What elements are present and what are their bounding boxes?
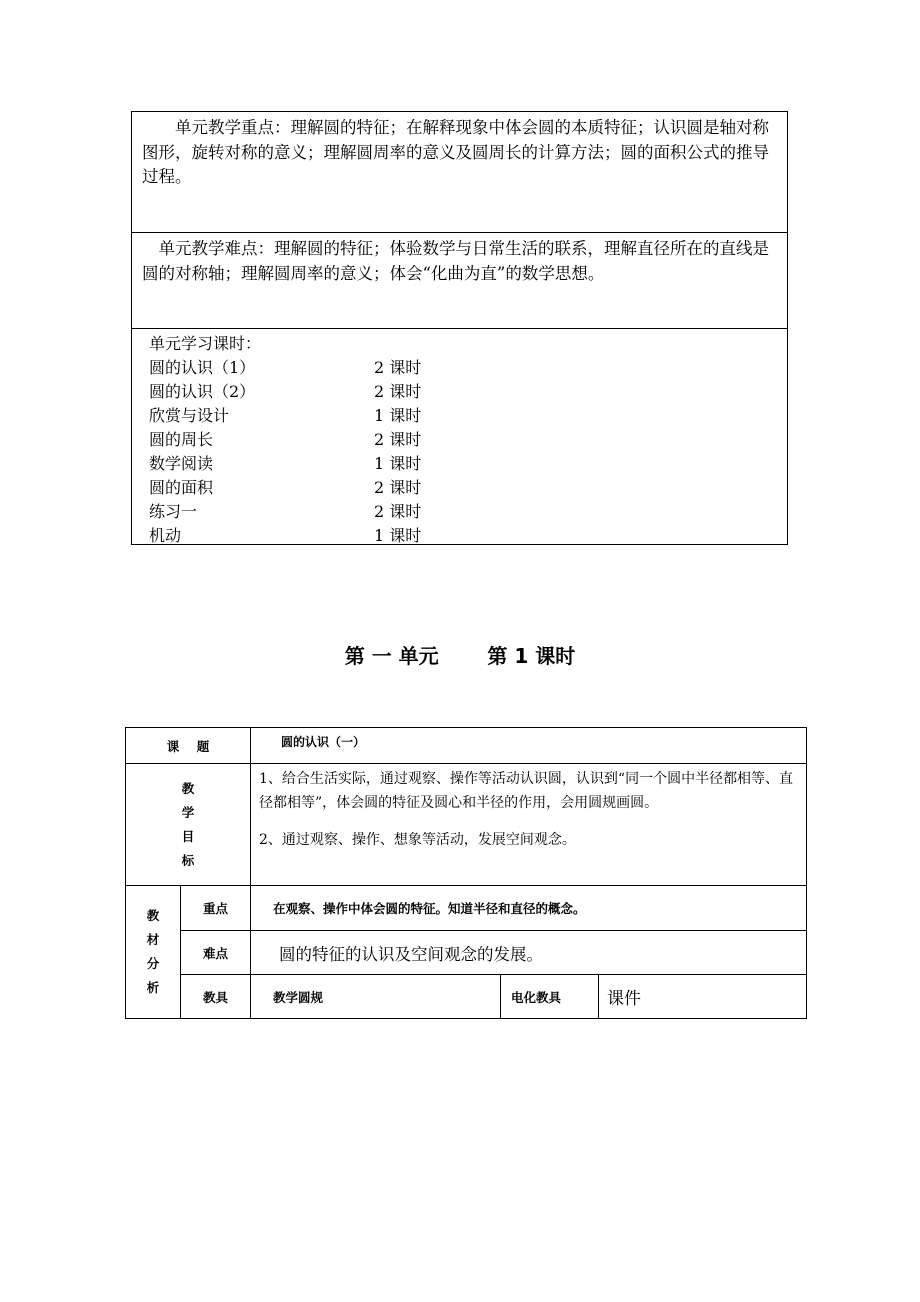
lesson-heading: 第 一 单元 第 1 课时 bbox=[344, 644, 576, 668]
analysis-label-char: 材 bbox=[146, 932, 160, 947]
topic-value: 圆的认识（一） bbox=[250, 727, 807, 764]
goal-1: 1、给合生活实际，通过观察、操作等活动认识圆，认识到“同一个圆中半径都相等、直径都相等”，体会圆的特征及圆心和半径的作用，会用圆规画圆。 bbox=[259, 771, 794, 811]
hours-row bbox=[149, 356, 779, 380]
hours-row bbox=[149, 476, 779, 500]
media-tools-label: 电化教具 bbox=[500, 974, 599, 1019]
hours-row bbox=[149, 380, 779, 404]
hours-list bbox=[149, 356, 779, 548]
goals-cell bbox=[250, 763, 807, 886]
lesson-name: 圆的周长 bbox=[149, 430, 214, 449]
goal-2: 2、通过观察、操作、想象等活动，发展空间观念。 bbox=[259, 832, 576, 848]
unit-key-points: 单元教学重点：理解圆的特征；在解释现象中体会圆的本质特征；认识圆是轴对称图形，旋转对称的意义；理解圆周率的意义及圆周长的计算方法；圆的面积公式的推导过程。 bbox=[142, 118, 769, 186]
hours-row bbox=[149, 428, 779, 452]
lesson-name: 圆的认识（1） bbox=[149, 358, 256, 377]
lesson-hours: 2 课时 bbox=[374, 502, 422, 521]
unit-key-points-section bbox=[132, 112, 787, 233]
goals-label-char: 标 bbox=[181, 852, 195, 868]
hours-row bbox=[149, 500, 779, 524]
goals-label bbox=[125, 763, 251, 886]
hours-row bbox=[149, 404, 779, 428]
lesson-name: 欣赏与设计 bbox=[149, 406, 230, 425]
unit-hours-title: 单元学习课时： bbox=[149, 334, 262, 353]
unit-hours-section bbox=[132, 329, 787, 544]
hours-row bbox=[149, 452, 779, 476]
goals-label-char: 目 bbox=[181, 828, 195, 844]
hours-row bbox=[149, 524, 779, 548]
lesson-hours: 1 课时 bbox=[374, 526, 422, 545]
lesson-hours: 1 课时 bbox=[374, 406, 422, 425]
tools-label: 教具 bbox=[180, 974, 251, 1019]
unit-difficult-points: 单元教学难点：理解圆的特征；体验数学与日常生活的联系，理解直径所在的直线是圆的对称轴；理解圆周率的意义；体会“化曲为直”的数学思想。 bbox=[142, 239, 769, 283]
lesson-name: 数学阅读 bbox=[149, 454, 214, 473]
difficulty-label: 难点 bbox=[180, 930, 251, 975]
lesson-name: 练习一 bbox=[149, 502, 198, 521]
unit-difficult-points-section bbox=[132, 233, 787, 329]
unit-overview-box bbox=[131, 111, 788, 545]
key-point-label: 重点 bbox=[180, 885, 251, 931]
lesson-name: 圆的认识（2） bbox=[149, 382, 256, 401]
lesson-hours: 1 课时 bbox=[374, 454, 422, 473]
tools-value: 教学圆规 bbox=[250, 974, 501, 1019]
analysis-label bbox=[125, 885, 181, 1019]
goals-label-char: 学 bbox=[181, 804, 195, 820]
analysis-label-char: 析 bbox=[146, 980, 160, 995]
analysis-label-char: 分 bbox=[146, 956, 160, 971]
lesson-hours: 2 课时 bbox=[374, 358, 422, 377]
lesson-plan-table bbox=[125, 727, 807, 1019]
lesson-name: 机动 bbox=[149, 526, 182, 545]
lesson-name: 圆的面积 bbox=[149, 478, 214, 497]
topic-label: 课 题 bbox=[125, 727, 251, 764]
lesson-hours: 2 课时 bbox=[374, 430, 422, 449]
lesson-hours: 2 课时 bbox=[374, 382, 422, 401]
key-point-value: 在观察、操作中体会圆的特征。知道半径和直径的概念。 bbox=[250, 885, 807, 931]
difficulty-value: 圆的特征的认识及空间观念的发展。 bbox=[250, 930, 807, 975]
analysis-label-char: 教 bbox=[146, 908, 160, 923]
goals-label-char: 教 bbox=[181, 780, 195, 796]
media-tools-value: 课件 bbox=[598, 974, 807, 1019]
lesson-hours: 2 课时 bbox=[374, 478, 422, 497]
